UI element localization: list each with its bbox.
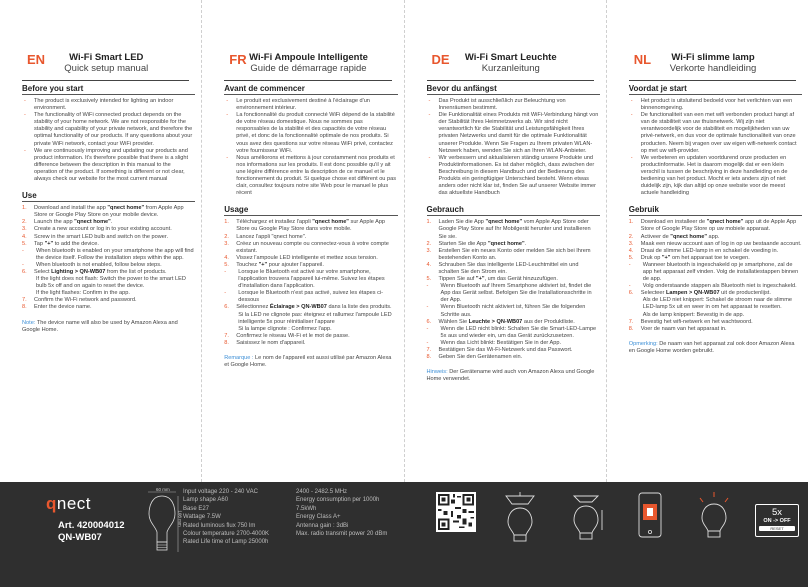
spec-line: Colour temperature 2700-4000K bbox=[183, 531, 270, 538]
list-item: - Das Produkt ist ausschließlich zur Beleuchtung von Innenräumen bestimmt. bbox=[427, 98, 600, 112]
step-item bbox=[629, 262, 802, 283]
note bbox=[629, 341, 802, 355]
step-number: 6. bbox=[224, 304, 229, 311]
list-item: - Die Funktionalität eines Produkts mit WiFi-Verbindung hängt von der Stabilität Ihres Heimnetzwerks ab. Wir sind nicht verantwortlich für die Stabilität und Leistungsfähigkeit Ihres privaten Netzwerks und damit für die optimale Funktionalität unserer Produkte. Wenn Sie Fragen zu Ihrem privaten WLAN-Netzwerk haben, wenden Sie sich an Ihren WLAN-Anbieter. bbox=[427, 112, 600, 155]
article-info bbox=[58, 520, 125, 544]
step-bold: "+" bbox=[44, 240, 54, 247]
step-text: Volg onderstaande stappen als Bluetooth niet is ingeschakeld. bbox=[642, 283, 797, 290]
list-item: - La fonctionnalité du produit connecté WiFi dépend de la stabilité de votre réseau domestique. Nous ne sommes pas responsables de la stabilité et des capacités de votre réseau privé, et donc de la fonctionnalité optimale de nos produits. Si vous avez des questions sur votre réseau WiFi privé, contactez votre fournisseur WiFi. bbox=[224, 112, 397, 155]
list-item: - De functionaliteit van een met wifi verbonden product hangt af van de stabiliteit van uw thuisnetwerk. Wij zijn niet verantwoordelijk voor de stabiliteit en mogelijkheden van uw privé-netwerk, en dus voor de optimale functionaliteit van onze producten. Neem bij vragen over uw eigen wifi-netwerk contact op met uw wifi-provider. bbox=[629, 112, 802, 155]
step-bold: "qnect home" bbox=[706, 219, 744, 226]
before-list bbox=[629, 98, 802, 197]
step-text: Tippen Sie auf bbox=[438, 276, 476, 283]
step-number: 7. bbox=[628, 318, 634, 325]
spec-line: Energy consumption per 1000h bbox=[296, 497, 380, 504]
step-item bbox=[427, 340, 600, 347]
step-number: - bbox=[426, 339, 429, 346]
step-text: Sélectionnez bbox=[236, 304, 270, 311]
list-item: - Le produit est exclusivement destiné à l'éclairage d'un environnement intérieur. bbox=[224, 98, 397, 112]
step-text: Bestätigen Sie das Wi-Fi-Netzwerk und das Passwort. bbox=[438, 347, 573, 353]
language-code: FR bbox=[229, 52, 247, 67]
step-item bbox=[629, 290, 802, 297]
step-text: Vissez l'ampoule LED intelligente et mettez sous tension. bbox=[236, 254, 378, 261]
steps-list bbox=[629, 219, 802, 333]
manual-column-en bbox=[0, 0, 202, 482]
step-item bbox=[224, 340, 397, 347]
step-item bbox=[629, 319, 802, 326]
step-number: 4. bbox=[426, 261, 432, 268]
step-item bbox=[22, 304, 195, 311]
step-item bbox=[427, 262, 600, 276]
spec-line: Wattage 7.5W bbox=[183, 514, 221, 521]
step-text: Select bbox=[34, 268, 52, 275]
step-number: 6. bbox=[426, 318, 432, 325]
header-divider bbox=[22, 80, 189, 81]
before-list bbox=[224, 98, 397, 197]
step-item bbox=[22, 290, 195, 297]
spec-line: Base E27 bbox=[183, 505, 210, 512]
step-number: 6. bbox=[22, 268, 27, 275]
section-divider bbox=[22, 94, 195, 95]
reset-cycle: ON -> OFF bbox=[763, 518, 791, 524]
step-text-end: . bbox=[524, 240, 527, 247]
step-number: 1. bbox=[628, 219, 634, 226]
column-title-block bbox=[638, 52, 788, 74]
step-bold: "qnect home" bbox=[487, 240, 525, 247]
specs-left bbox=[183, 488, 269, 547]
section-divider bbox=[22, 201, 195, 202]
step-text: Voer de naam van het apparaat in. bbox=[640, 325, 727, 332]
before-section-title: Bevor du anfängst bbox=[426, 84, 497, 93]
step-number: - bbox=[426, 283, 429, 290]
step-item bbox=[22, 241, 195, 248]
step-text: Touchez bbox=[236, 261, 259, 268]
step-number: - bbox=[22, 261, 24, 268]
step-text-end: pour ajouter l'appareil. bbox=[267, 261, 324, 268]
step-item bbox=[22, 262, 195, 269]
step-item bbox=[224, 255, 397, 262]
smartphone-app-icon bbox=[630, 490, 670, 550]
step-number: 4. bbox=[628, 247, 634, 254]
column-title-block bbox=[234, 52, 384, 74]
step-number: 6. bbox=[628, 290, 634, 297]
step-number: 8. bbox=[22, 304, 27, 311]
step-number: 2. bbox=[224, 233, 229, 240]
step-item bbox=[224, 219, 397, 233]
spec-line: 2400 - 2482.5 MHz bbox=[296, 489, 348, 495]
language-code: EN bbox=[27, 52, 46, 67]
step-number: 3. bbox=[426, 247, 432, 254]
language-code: DE bbox=[431, 52, 450, 67]
list-item: - The functionality of WiFi connected product depends on the stability of your home network. We are not responsible for the stability and capability of your private network, and therefore the optimal functionality of our products. If any questions about your private WiFi network, contact your WiFi provider. bbox=[22, 112, 195, 147]
step-number: 3. bbox=[628, 240, 634, 247]
section-divider bbox=[427, 215, 600, 216]
list-item: - We verbeteren en updaten voortdurend onze producten en productinformatie. Het is daarom mogelijk dat er een klein verschil is tussen de beschrijving in deze handleiding en de bediening van het product. Mocht er iets anders zijn of niet duidelijk zijn, kijk dan altijd op onze website voor de meest actuele handleiding bbox=[629, 155, 802, 198]
step-number: - bbox=[426, 325, 429, 332]
spec-line: Rated luminous flux 750 lm bbox=[183, 522, 256, 529]
step-number: - bbox=[426, 304, 429, 311]
step-number: 7. bbox=[426, 347, 432, 353]
step-item bbox=[224, 234, 397, 241]
step-text: Draai de slimme LED-lamp in en schakel de voeding in. bbox=[640, 247, 779, 254]
before-section-title: Avant de commencer bbox=[224, 84, 305, 93]
step-item bbox=[629, 234, 802, 241]
step-text: Launch the app bbox=[34, 219, 75, 226]
step-text: When bluetooth is enabled on your smartphone the app will find the device itself. Follow the installation steps within the app. bbox=[36, 247, 194, 261]
step-bold: "qnect home" bbox=[312, 219, 349, 226]
step-text: Starten Sie die App bbox=[438, 240, 488, 247]
note-text: The device name will also be used by Amazon Alexa and Google Home. bbox=[22, 319, 178, 333]
note-label: Opmerking: bbox=[628, 340, 658, 347]
step-text-end: , um das Gerät hinzuzufügen. bbox=[484, 276, 558, 283]
step-number: - bbox=[22, 247, 24, 254]
step-item bbox=[427, 248, 600, 262]
list-item: - The product is exclusively intended for lighting an indoor environment. bbox=[22, 98, 195, 112]
step-item bbox=[224, 269, 397, 290]
step-item bbox=[22, 226, 195, 233]
logo-text: nect bbox=[56, 494, 92, 513]
step-item bbox=[224, 262, 397, 269]
step-text: Screw in the smart LED bulb and switch on the power. bbox=[34, 233, 169, 240]
step-item bbox=[224, 241, 397, 255]
step-number: 2. bbox=[628, 233, 634, 240]
step-text: If the light flashes: Confirm in the app. bbox=[36, 290, 130, 297]
step-text: Wenn das Licht blinkt: Bestätigen Sie in der App. bbox=[440, 339, 562, 346]
before-list bbox=[22, 98, 195, 183]
list-item: - Wir verbessern und aktualisieren ständig unsere Produkte und Produktinformationen. Es ist daher möglich, dass zwischen der Beschreibung in diesem Handbuch und der Bedienung des Produkts ein geringfügiger Unterschied besteht. Wenn etwas anders oder nicht klar ist, finden Sie auf unserer Website immer das aktuellste Handbuch bbox=[427, 155, 600, 198]
step-bold: Lampen > QN-WB07 bbox=[665, 290, 720, 297]
qr-code-icon bbox=[436, 492, 476, 532]
step-number: 8. bbox=[628, 325, 634, 332]
step-number: 1. bbox=[224, 219, 229, 226]
before-section-title: Before you start bbox=[22, 84, 84, 93]
step-text: Lorsque le Bluetooth est activé sur votre smartphone, l'application trouvera l'appareil lui-même. Suivez les étapes d'installation dans l'application. bbox=[238, 268, 385, 290]
steps-list bbox=[22, 205, 195, 311]
step-number: 5. bbox=[224, 261, 229, 268]
spec-line: Lamp shape A60 bbox=[183, 497, 229, 504]
note-text: Le nom de l'appareil est aussi utilisé par Amazon Alexa et Google Home. bbox=[224, 355, 392, 369]
step-text: Download en installeer de bbox=[640, 219, 707, 226]
step-text: Druk op bbox=[640, 254, 662, 261]
step-item bbox=[629, 219, 802, 233]
step-item bbox=[22, 205, 195, 219]
step-item bbox=[224, 304, 397, 311]
step-text: Wenn Bluetooth nicht aktiviert ist, führen Sie die folgenden Schritte aus. bbox=[440, 304, 586, 318]
step-text: Maak een nieuw account aan of log in op uw bestaande account. bbox=[640, 240, 802, 247]
step-number: 5. bbox=[628, 254, 634, 261]
step-text-end: dans la liste des produits. bbox=[326, 304, 392, 311]
bulb-power-icon bbox=[566, 490, 606, 550]
step-number: 2. bbox=[426, 240, 432, 247]
step-text-end: om het apparaat toe te voegen. bbox=[670, 254, 750, 261]
note bbox=[22, 320, 195, 334]
step-item bbox=[427, 304, 600, 318]
note-text: De naam van het apparaat zal ook door Amazon Alexa en Google Home worden gebruikt. bbox=[628, 340, 795, 354]
step-text-end: app uit de Apple App Store of Google Play Store op uw mobiele apparaat. bbox=[640, 219, 797, 233]
step-text-end: to add the device. bbox=[53, 240, 99, 247]
step-item bbox=[22, 234, 195, 241]
step-item bbox=[427, 219, 600, 240]
step-text-end: sur Apple App Store ou Google Play Store dans votre mobile. bbox=[236, 219, 386, 233]
step-item bbox=[224, 333, 397, 340]
step-text: Bevestig het wifi-netwerk en het wachtwoord. bbox=[640, 318, 753, 325]
step-text: Téléchargez et installez l'appli bbox=[236, 219, 313, 226]
step-item bbox=[22, 276, 195, 290]
step-text: Laden Sie die App bbox=[438, 219, 486, 226]
step-number: 7. bbox=[224, 332, 229, 339]
reset-label: RESET bbox=[759, 526, 795, 531]
step-number: 5. bbox=[426, 276, 432, 283]
step-bold: "qnect home" bbox=[485, 219, 523, 226]
model-number: QN-WB07 bbox=[58, 532, 102, 543]
note-label: Hinweis: bbox=[426, 369, 448, 376]
step-bold: "qnect home" bbox=[107, 205, 145, 212]
step-number: 4. bbox=[224, 254, 229, 261]
step-item bbox=[427, 354, 600, 361]
header-divider bbox=[629, 80, 796, 81]
step-number: - bbox=[224, 290, 227, 297]
steps-list bbox=[427, 219, 600, 361]
manual-subtitle: Quick setup manual bbox=[64, 63, 149, 74]
manual-column-de bbox=[405, 0, 607, 482]
use-section-title: Gebruik bbox=[628, 205, 659, 215]
step-text: Create a new account or log in to your existing account. bbox=[34, 226, 172, 233]
step-item bbox=[22, 248, 195, 262]
step-item bbox=[224, 312, 397, 326]
manual-column-nl bbox=[607, 0, 808, 482]
step-text: Lorsque le Bluetooth n'est pas activé, suivez les étapes ci-dessous bbox=[238, 290, 383, 304]
step-text-end: vom Apple App Store oder Google Play Store auf Ihr Mobilgerät herunter und installieren Sie sie. bbox=[438, 219, 591, 240]
step-number: 8. bbox=[426, 354, 432, 361]
step-number: - bbox=[628, 261, 631, 268]
step-item bbox=[22, 219, 195, 226]
before-section-title: Voordat je start bbox=[628, 84, 687, 93]
step-text: Confirm the Wi-Fi network and password. bbox=[34, 297, 137, 304]
product-title: Wi-Fi Ampoule Intelligente bbox=[249, 52, 368, 63]
step-number: 5. bbox=[22, 240, 27, 247]
step-text: Si la lampe clignote : Confirmez l'app. bbox=[238, 325, 332, 332]
step-bold: "+" bbox=[661, 254, 671, 261]
step-text: Wanneer bluetooth is ingeschakeld op je smartphone, zal de app het apparaat zelf vinden. Volg de installatiestappen binnen de app. bbox=[642, 261, 799, 283]
step-text: Als de LED niet knippert: Schakel de stroom naar de slimme LED-lamp 5x uit en weer in om het apparaat te resetten. bbox=[642, 297, 792, 311]
use-section-title: Gebrauch bbox=[426, 205, 464, 215]
product-title: Wi-Fi Smart LED bbox=[69, 52, 144, 63]
spec-line: Input voltage 220 - 240 VAC bbox=[183, 489, 258, 495]
step-number: 4. bbox=[22, 233, 27, 240]
step-text: Wählen Sie bbox=[438, 318, 469, 325]
step-text: Schrauben Sie das intelligente LED-Leuchtmittel ein und schalten Sie den Strom ein. bbox=[438, 261, 579, 275]
step-bold: Éclairage > QN-WB07 bbox=[269, 304, 327, 311]
step-text: Créez un nouveau compte ou connectez-vous à votre compte existant. bbox=[236, 240, 389, 254]
step-text: Als de lamp knippert: Bevestig in de app. bbox=[642, 311, 745, 318]
step-item bbox=[427, 276, 600, 283]
step-text: Saisissez le nom d'appareil. bbox=[236, 339, 306, 346]
step-bold: Leuchte > QN-WB07 bbox=[468, 318, 523, 325]
step-number: 2. bbox=[22, 219, 27, 226]
reset-times: 5x bbox=[771, 507, 783, 518]
step-text: Activeer de bbox=[640, 233, 671, 240]
step-number: 3. bbox=[22, 226, 27, 233]
use-section-title: Use bbox=[22, 191, 37, 201]
note-label: Note: bbox=[22, 319, 36, 326]
step-text: Lancez l'appli "qnect home". bbox=[236, 233, 307, 240]
column-header bbox=[427, 0, 600, 74]
step-text: Tap bbox=[34, 240, 45, 247]
dim-height-label: 108 mm bbox=[177, 510, 183, 527]
step-item bbox=[629, 248, 802, 255]
step-item bbox=[427, 283, 600, 304]
step-number: 7. bbox=[22, 297, 27, 304]
step-number: - bbox=[224, 268, 227, 275]
column-header bbox=[22, 0, 195, 74]
product-title: Wi-Fi Smart Leuchte bbox=[464, 52, 557, 63]
product-title: Wi-Fi slimme lamp bbox=[671, 52, 755, 63]
spec-line: Energy Class A+ bbox=[296, 514, 341, 521]
blinking-bulb-icon bbox=[690, 490, 738, 550]
step-text-end: from Apple App Store or Google Play Store on your mobile device. bbox=[34, 205, 184, 219]
dim-width-label: 60 mm bbox=[156, 487, 170, 492]
list-item: - Het product is uitsluitend bedoeld voor het verlichten van een binnenomgeving. bbox=[629, 98, 802, 112]
step-text-end: uit de productenlijst. bbox=[719, 290, 771, 297]
step-item bbox=[224, 326, 397, 333]
step-text: Si la LED ne clignote pas: éteignez et rallumez l'ampoule LED intelligente 5x pour réinitialiser l'appare bbox=[238, 311, 392, 325]
step-text: Wenn die LED nicht blinkt: Schalten Sie die Smart-LED-Lampe 5x aus und wieder ein, um das Gerät zurückzusetzen. bbox=[440, 325, 597, 339]
step-item bbox=[629, 326, 802, 333]
column-title-block bbox=[31, 52, 181, 74]
column-title-block bbox=[436, 52, 586, 74]
step-bold: "qnect home" bbox=[670, 233, 707, 240]
step-item bbox=[427, 347, 600, 354]
spec-line: Antenna gain : 3dBi bbox=[296, 522, 349, 529]
section-divider bbox=[629, 215, 802, 216]
step-text: Download and install the app bbox=[34, 205, 108, 212]
step-item bbox=[224, 290, 397, 304]
manual-subtitle: Guide de démarrage rapide bbox=[250, 63, 367, 74]
step-item bbox=[629, 297, 802, 311]
section-divider bbox=[224, 215, 397, 216]
note bbox=[224, 355, 397, 369]
step-item bbox=[629, 312, 802, 319]
step-text: Geben Sie den Gerätenamen ein. bbox=[438, 354, 523, 361]
step-bold: "+" bbox=[258, 261, 268, 268]
note-label: Remarque : bbox=[224, 355, 254, 361]
lamp-socket-icon bbox=[500, 490, 540, 550]
use-section-title: Usage bbox=[224, 205, 249, 215]
step-number: 8. bbox=[224, 339, 229, 346]
column-header bbox=[629, 0, 802, 74]
section-divider bbox=[224, 94, 397, 95]
section-divider bbox=[629, 94, 802, 95]
section-divider bbox=[427, 94, 600, 95]
step-text-end: aus der Produktliste. bbox=[522, 318, 575, 325]
step-text-end: . bbox=[110, 219, 113, 226]
article-number: Art. 420004012 bbox=[58, 520, 125, 531]
step-text: Erstellen Sie ein neues Konto oder melden Sie sich bei Ihrem bestehenden Konto an. bbox=[438, 247, 591, 261]
bulb-dimension-icon bbox=[146, 490, 180, 556]
step-item bbox=[629, 255, 802, 262]
manual-subtitle: Kurzanleitung bbox=[481, 63, 540, 74]
step-text: Selecteer bbox=[640, 290, 666, 297]
step-number: 3. bbox=[224, 240, 229, 247]
note bbox=[427, 369, 600, 383]
step-item bbox=[629, 241, 802, 248]
step-item bbox=[22, 269, 195, 276]
spec-line: Max. radio transmit power 20 dBm bbox=[296, 531, 388, 538]
reset-instruction-badge bbox=[755, 504, 799, 537]
manual-column-fr bbox=[202, 0, 404, 482]
step-text: When bluetooth is not enabled, follow below steps. bbox=[36, 261, 162, 268]
manual-subtitle: Verkorte handleiding bbox=[669, 63, 757, 74]
spec-line: Rated Life time of Lamp 25000h bbox=[183, 539, 269, 546]
note-text: Der Gerätename wird auch von Amazon Alexa und Google Home verwendet. bbox=[426, 369, 595, 383]
step-text-end: from the list of products. bbox=[105, 268, 167, 275]
step-item bbox=[427, 241, 600, 248]
step-text: Enter the device name. bbox=[34, 304, 92, 311]
step-number: - bbox=[628, 283, 631, 290]
language-code: NL bbox=[633, 52, 652, 67]
step-text-end: app. bbox=[707, 233, 720, 240]
spec-line: 7.5kWh bbox=[296, 505, 317, 512]
step-item bbox=[427, 319, 600, 326]
qnect-logo: qnect bbox=[46, 494, 92, 513]
before-list bbox=[427, 98, 600, 197]
step-text: Confirmez le réseau Wi-Fi et le mot de passe. bbox=[236, 332, 350, 339]
step-item bbox=[22, 297, 195, 304]
step-number: 1. bbox=[426, 219, 432, 226]
column-header bbox=[224, 0, 397, 74]
step-bold: "qnect home" bbox=[74, 219, 111, 226]
list-item: - We are continuously improving and updating our products and product information. It's therefore possible that there is a slight difference between the description in this manual to the operation of the product. If something is different or not clear, always check our website for the most current manual bbox=[22, 148, 195, 183]
header-divider bbox=[427, 80, 594, 81]
step-bold: "+" bbox=[475, 276, 485, 283]
step-bold: Lighting > QN-WB07 bbox=[51, 268, 106, 275]
step-item bbox=[629, 283, 802, 290]
steps-list bbox=[224, 219, 397, 347]
product-footer bbox=[0, 482, 808, 587]
step-text: Wenn Bluetooth auf Ihrem Smartphone aktiviert ist, findet die App das Gerät selbst. Befolgen Sie die Installationsschritte in der App. bbox=[440, 283, 592, 304]
step-text: If the light does not flash: Switch the power to the smart LED bulb 5x off and on again to reset the device. bbox=[36, 276, 186, 290]
header-divider bbox=[224, 80, 391, 81]
specs-right bbox=[296, 488, 387, 538]
list-item: - Nous améliorons et mettons à jour constamment nos produits et nos informations sur les produits. Il est donc possible qu'il y ait une légère différence entre la description de ce manuel et le fonctionnement du produit. Si quelque chose est différent ou pas clair, consultez toujours notre site Web pour le manuel le plus récent bbox=[224, 155, 397, 198]
step-item bbox=[427, 326, 600, 340]
step-number: 1. bbox=[22, 205, 27, 212]
